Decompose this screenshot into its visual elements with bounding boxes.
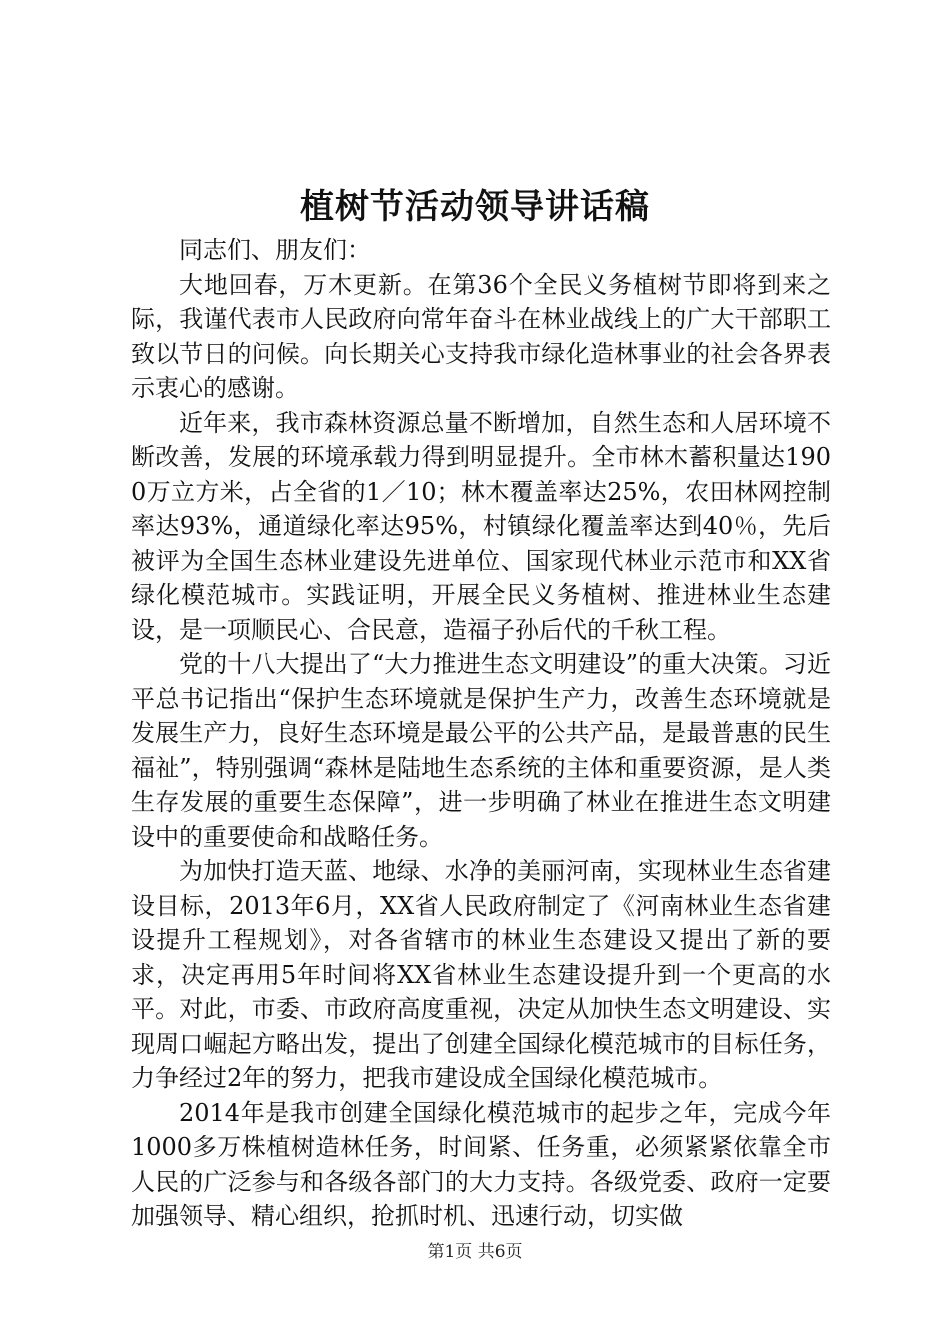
paragraph-4: 为加快打造天蓝、地绿、水净的美丽河南，实现林业生态省建设目标，2013年6月，XX省人民政府制定了《河南林业生态省建设提升工程规划》，对各省辖市的林业生态建设又提出了新的要求，决定再用5年时间将XX省林业生态建设提升到一个更高的水平。对此，市委、市政府高度重视，决定从加快生态文明建设、实现周口崛起方略出发，提出了创建全国绿化模范城市的目标任务，力争经过2年的努力，把我市建设成全国绿化模范城市。 (131, 857, 831, 1092)
paragraph-2: 近年来，我市森林资源总量不断增加，自然生态和人居环境不断改善，发展的环境承载力得到明显提升。全市林木蓄积量达1900万立方米，占全省的1／10；林木覆盖率达25%，农田林网控制率达93%，通道绿化率达95%，村镇绿化覆盖率达到40％，先后被评为全国生态林业建设先进单位、国家现代林业示范市和XX省绿化模范城市。实践证明，开展全民义务植树、推进林业生态建设，是一项顺民心、合民意，造福子孙后代的千秋工程。 (131, 408, 831, 644)
document-body (131, 233, 831, 1234)
paragraph-1: 大地回春，万木更新。在第36个全民义务植树节即将到来之际，我谨代表市人民政府向常年奋斗在林业战线上的广大干部职工致以节日的问候。向长期关心支持我市绿化造林事业的社会各界表示衷心的感谢。 (131, 270, 831, 402)
paragraph-5: 2014年是我市创建全国绿化模范城市的起步之年，完成今年1000多万株植树造林任务，时间紧、任务重，必须紧紧依靠全市人民的广泛参与和各级各部门的大力支持。各级党委、政府一定要加强领导、精心组织，抢抓时机、迅速行动，切实做 (131, 1098, 831, 1230)
salutation: 同志们、朋友们： (179, 236, 371, 264)
paragraph-3: 党的十八大提出了“大力推进生态文明建设”的重大决策。习近平总书记指出“保护生态环境就是保护生产力，改善生态环境就是发展生产力，良好生态环境是最公平的公共产品，是最普惠的民生福祉”，特别强调“森林是陆地生态系统的主体和重要资源，是人类生存发展的重要生态保障”，进一步明确了林业在推进生态文明建设中的重要使命和战略任务。 (131, 650, 831, 851)
page-number-footer: 第1页 共6页 (427, 1242, 523, 1262)
document-title: 植树节活动领导讲话稿 (300, 187, 650, 227)
